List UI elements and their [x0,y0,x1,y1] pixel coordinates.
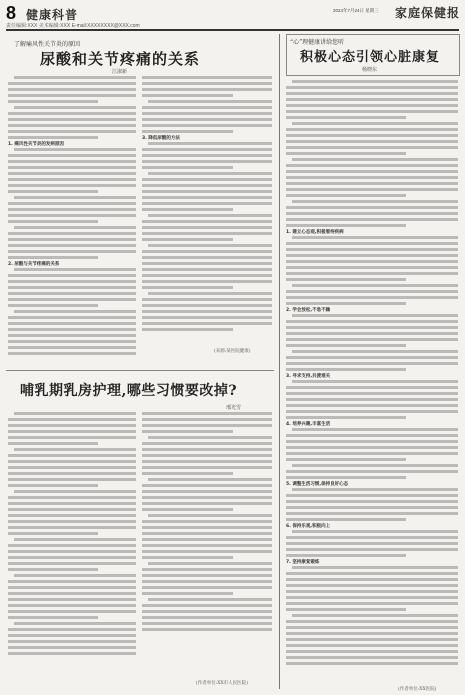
article1-title: 尿酸和关节疼痛的关系 [40,50,201,68]
article-divider [6,370,274,371]
article1-column-2 [142,76,272,344]
article2-body [286,80,458,682]
article3-byline: 邢光雪 [226,405,242,411]
issue-date: 2024年7月24日 星期三 [333,8,379,13]
newspaper-name: 家庭保健报 [395,6,461,20]
article1-subhead: 2. 尿酸与关节疼痛的关系 [8,262,60,267]
header-rule [6,29,459,31]
article1-subhead: 1. 痛风性关节炎的发病原因 [8,142,64,147]
article1-source: (来源:某医院健康) [214,349,251,354]
article3-source: (作者单位:XX市人民医院) [196,681,248,686]
article2-byline: 杨晓东 [362,67,378,73]
article1-kicker: 了解痛风性关节炎的原因 [14,41,81,48]
article3-column-1 [8,412,136,690]
article1-byline: 江淑新 [112,69,128,75]
page-number: 8 [6,3,17,23]
article2-subhead: 3. 寻求支持,共渡难关 [286,374,331,379]
article2-subhead: 2. 学会放松,不急不躁 [286,308,331,313]
article1-column-1 [8,76,136,366]
article2-subhead: 1. 建立心态观,积极看待疾病 [286,230,344,235]
article2-subhead: 5. 调整生活习惯,保持良好心态 [286,482,349,487]
article2-subhead: 7. 坚持康复锻炼 [286,560,320,565]
article3-title: 哺乳期乳房护理,哪些习惯要改掉? [20,383,238,399]
article2-kicker: “心”理健康讲给您听 [290,39,345,46]
article1-subhead: 3. 降低尿酸的方法 [142,136,180,141]
article2-title: 积极心态引领心脏康复 [300,50,441,65]
header-sub-info: 责任编辑:XXX 美术编辑:XXX E-mail:XXXXXXXX@XXX.com [6,23,140,29]
article3-column-2 [142,412,272,674]
column-divider [279,34,280,689]
article2-subhead: 4. 培养兴趣,丰富生活 [286,422,331,427]
article2-subhead: 6. 保持乐观,积极向上 [286,524,331,529]
section-title: 健康科普 [26,8,79,22]
article2-source: (作者单位:XX医院) [398,687,437,692]
